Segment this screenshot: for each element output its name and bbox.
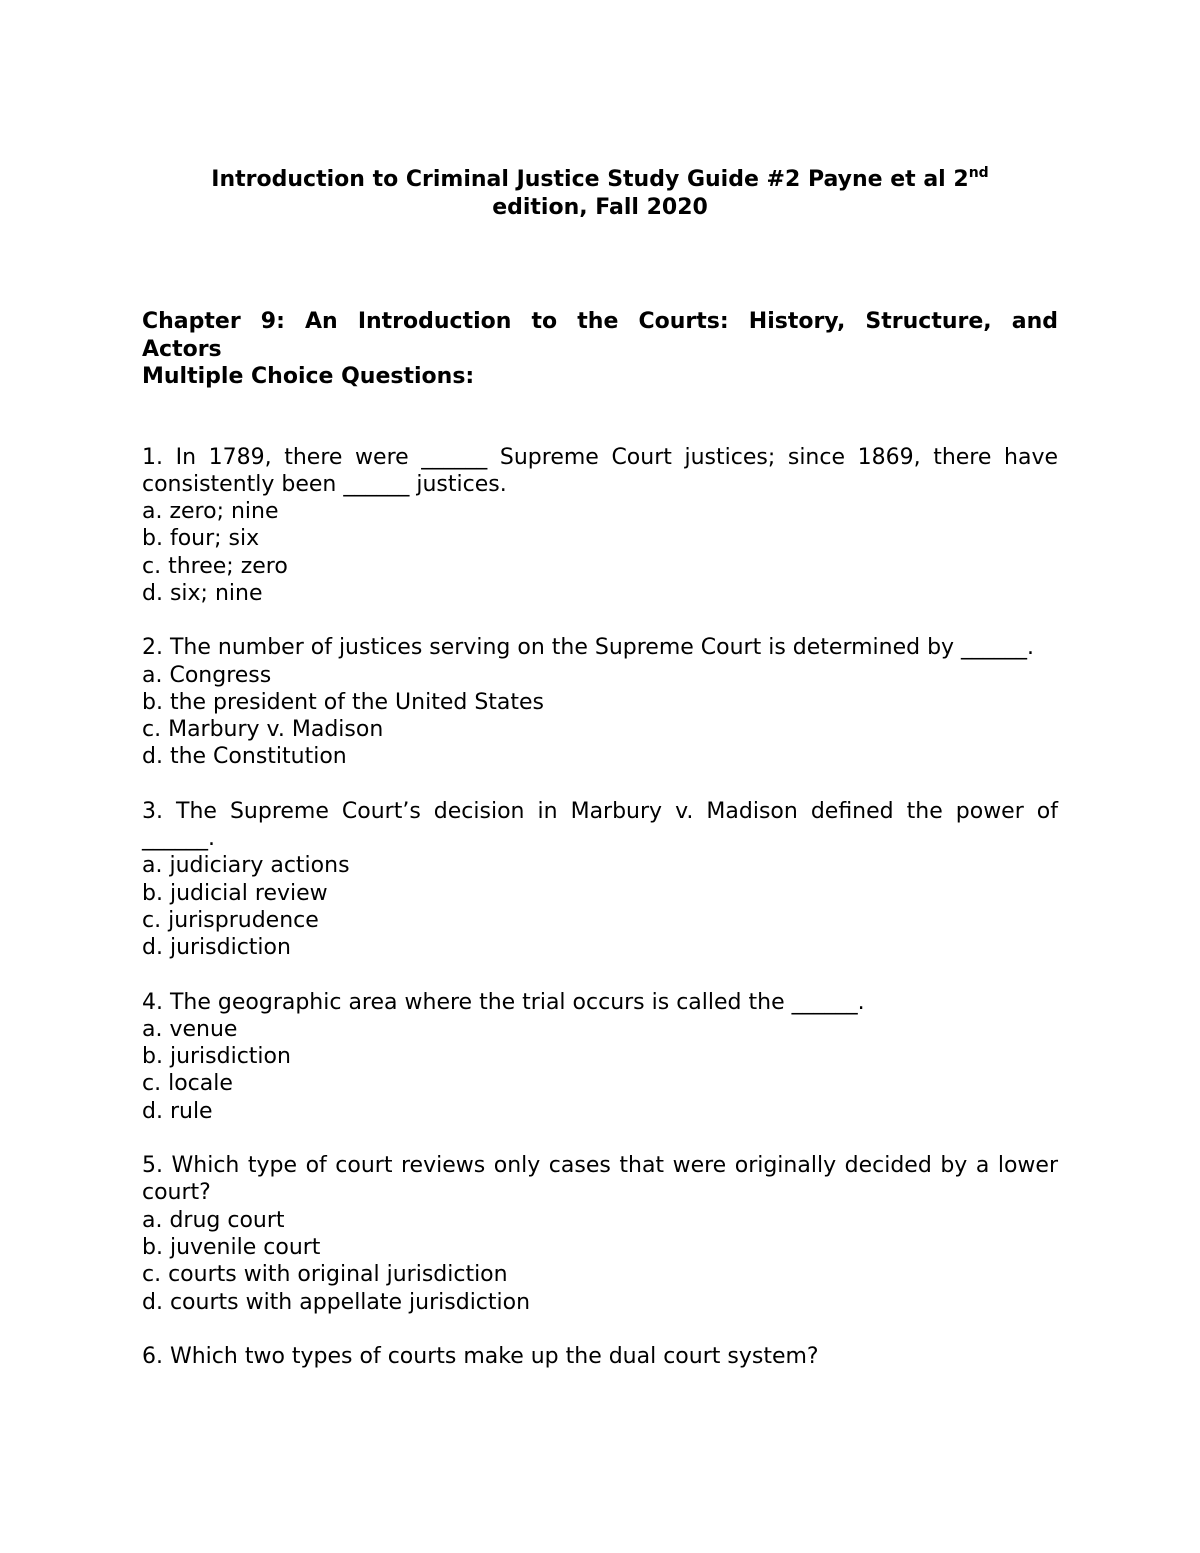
answer-option: d. rule (142, 1098, 213, 1124)
answer-option: d. courts with appellate jurisdiction (142, 1289, 531, 1315)
answer-option: c. courts with original jurisdiction (142, 1262, 508, 1288)
question-3 (142, 798, 1058, 962)
answer-option: a. venue (142, 1016, 238, 1042)
question-5 (142, 1152, 1058, 1316)
question-1 (142, 444, 1058, 608)
answer-option: c. jurisprudence (142, 907, 319, 933)
chapter-heading-line-1: Chapter 9: An Introduction to the Courts: History, Structure, and (142, 309, 1058, 334)
section-heading: Multiple Choice Questions: (142, 364, 475, 389)
question-text: 6. Which two types of courts make up the dual court system? (142, 1343, 819, 1369)
answer-option: a. judiciary actions (142, 853, 350, 879)
answer-option: b. juvenile court (142, 1234, 321, 1260)
answer-option: d. jurisdiction (142, 935, 291, 961)
question-text: 5. Which type of court reviews only cases that were originally decided by a lower court? (142, 1153, 1058, 1206)
question-6 (142, 1343, 1058, 1370)
title-line-2: edition, Fall 2020 (492, 195, 708, 220)
answer-option: b. four; six (142, 526, 260, 552)
title-main: Introduction to Criminal Justice Study Guide #2 Payne et al 2 (211, 167, 969, 192)
document-title (142, 166, 1058, 222)
document-page (142, 166, 1058, 1397)
question-text: 1. In 1789, there were ______ Supreme Court justices; since 1869, there have consistently been ______ justices. (142, 444, 1058, 497)
answer-option: c. Marbury v. Madison (142, 717, 384, 743)
question-text: 4. The geographic area where the trial occurs is called the ______. (142, 989, 865, 1015)
question-4 (142, 989, 1058, 1125)
title-superscript: nd (968, 165, 989, 181)
question-text: 3. The Supreme Court’s decision in Marbury v. Madison defined the power of ______. (142, 798, 1058, 852)
question-2 (142, 634, 1058, 770)
answer-option: b. judicial review (142, 880, 328, 906)
answer-option: a. Congress (142, 662, 272, 688)
answer-option: a. zero; nine (142, 499, 279, 525)
answer-option: c. three; zero (142, 553, 288, 579)
answer-option: c. locale (142, 1071, 233, 1097)
question-text: 2. The number of justices serving on the Supreme Court is determined by ______. (142, 635, 1035, 661)
answer-option: d. six; nine (142, 580, 263, 606)
chapter-heading (142, 308, 1058, 391)
answer-option: b. jurisdiction (142, 1044, 291, 1070)
answer-option: a. drug court (142, 1207, 285, 1233)
answer-option: b. the president of the United States (142, 689, 545, 715)
chapter-heading-line-2: Actors (142, 336, 222, 362)
question-list (142, 444, 1058, 1371)
answer-option: d. the Constitution (142, 744, 347, 770)
